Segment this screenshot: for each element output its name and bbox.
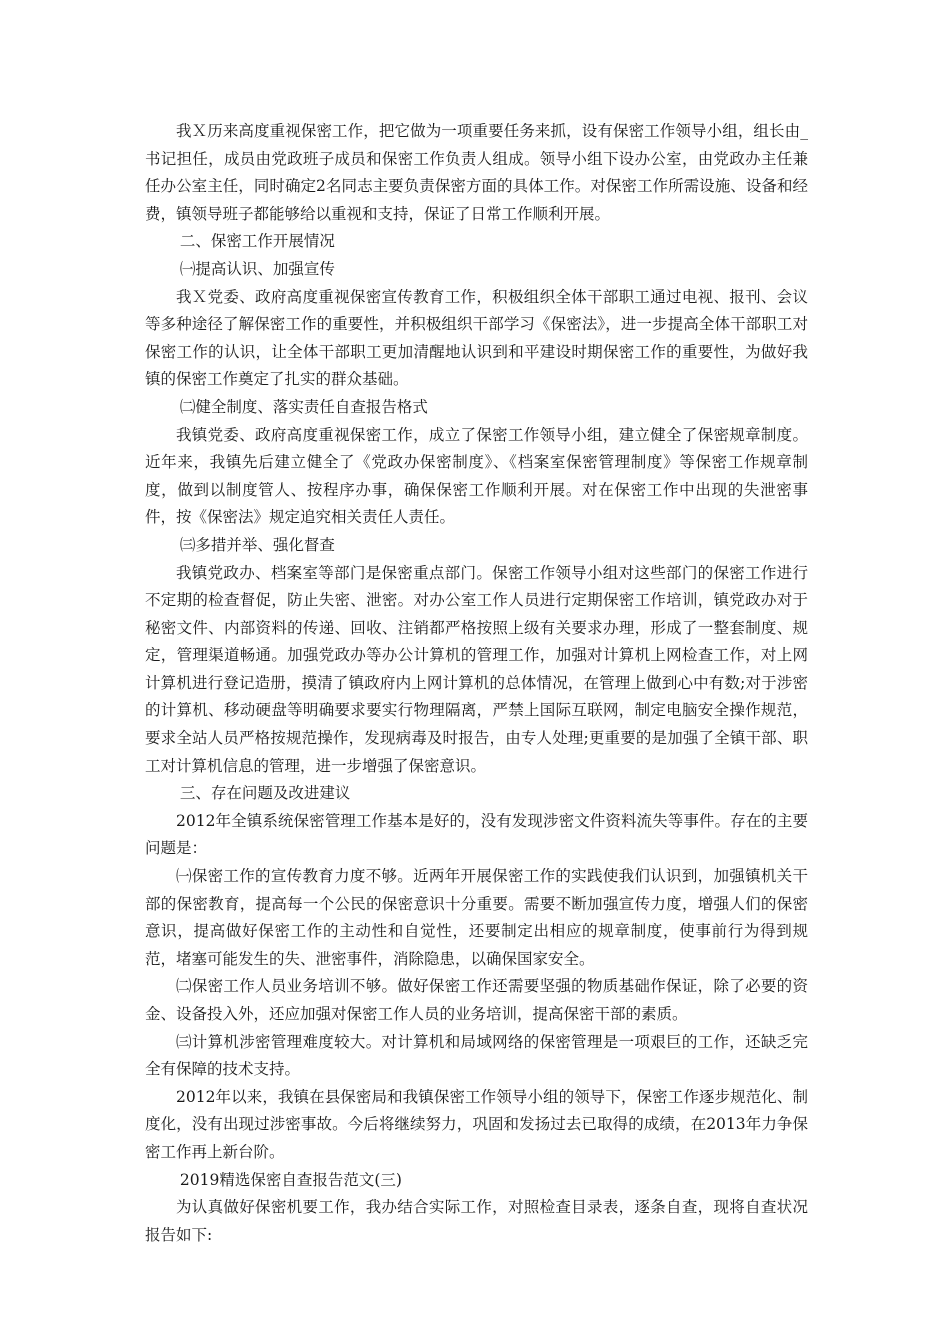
paragraph-report-intro: 为认真做好保密机要工作，我办结合实际工作，对照检查目录表，逐条自查，现将自查状况报告如下:	[145, 1198, 808, 1244]
paragraph-problems-intro: 2012年全镇系统保密管理工作基本是好的，没有发现涉密文件资料流失等事件。存在的主要问题是：	[145, 811, 808, 858]
document-body	[145, 118, 808, 1249]
section-heading-2: 二、保密工作开展情况	[179, 232, 335, 251]
subsection-heading-2: ㈡健全制度、落实责任自查报告格式	[179, 397, 428, 416]
subsection-heading-3: ㈢多措并举、强化督查	[179, 535, 335, 554]
paragraph-system: 我镇党委、政府高度重视保密工作，成立了保密工作领导小组，建立健全了保密规章制度。近年来，我镇先后建立健全了《党政办保密制度》、《档案室保密管理制度》等保密工作规章制度，做到以制度管人、按程序办事，确保保密工作顺利开展。对在保密工作中出现的失泄密事件，按《保密法》规定追究相关责任人责任。	[145, 425, 808, 527]
paragraph-problem-2: ㈡保密工作人员业务培训不够。做好保密工作还需要坚强的物质基础作保证，除了必要的资金、设备投入外，还应加强对保密工作人员的业务培训，提高保密干部的素质。	[145, 977, 808, 1023]
section-heading-3: 三、存在问题及改进建议	[179, 784, 351, 803]
paragraph-publicity: 我Ｘ党委、政府高度重视保密宣传教育工作，积极组织全体干部职工通过电视、报刊、会议等多种途径了解保密工作的重要性，并积极组织干部学习《保密法》，进一步提高全体干部职工对保密工作的认识，让全体干部职工更加清醒地认识到和平建设时期保密工作的重要性，为做好我镇的保密工作奠定了扎实的群众基础。	[145, 287, 808, 389]
paragraph-conclusion: 2012年以来，我镇在县保密局和我镇保密工作领导小组的领导下，保密工作逐步规范化、制度化，没有出现过涉密事故。今后将继续努力，巩固和发扬过去已取得的成绩，在2013年力争保密工作再上新台阶。	[145, 1087, 808, 1161]
paragraph-supervision: 我镇党政办、档案室等部门是保密重点部门。保密工作领导小组对这些部门的保密工作进行不定期的检查督促，防止失密、泄密。对办公室工作人员进行定期保密工作培训，镇党政办对于秘密文件、内部资料的传递、回收、注销都严格按照上级有关要求办理，形成了一整套制度、规定，管理渠道畅通。加强党政办等办公计算机的管理工作，加强对计算机上网检查工作，对上网计算机进行登记造册，摸清了镇政府内上网计算机的总体情况，在管理上做到心中有数;对于涉密的计算机、移动硬盘等明确要求要实行物理隔离，严禁上国际互联网，制定电脑安全操作规范，要求全站人员严格按规范操作，发现病毒及时报告，由专人处理;更重要的是加强了全镇干部、职工对计算机信息的管理，进一步增强了保密意识。	[145, 563, 808, 775]
paragraph-problem-1: ㈠保密工作的宣传教育力度不够。近两年开展保密工作的实践使我们认识到，加强镇机关干部的保密教育，提高每一个公民的保密意识十分重要。需要不断加强宣传力度，增强人们的保密意识，提高做好保密工作的主动性和自觉性，还要制定出相应的规章制度，使事前行为得到规范，堵塞可能发生的失、泄密事件，消除隐患，以确保国家安全。	[145, 867, 808, 968]
paragraph-problem-3: ㈢计算机涉密管理难度较大。对计算机和局域网络的保密管理是一项艰巨的工作，还缺乏完全有保障的技术支持。	[145, 1032, 808, 1079]
report-title-3: 2019精选保密自查报告范文(三)	[179, 1170, 402, 1189]
paragraph-leadership: 我Ｘ历来高度重视保密工作，把它做为一项重要任务来抓，设有保密工作领导小组，组长由_书记担任，成员由党政班子成员和保密工作负责人组成。领导小组下设办公室，由党政办主任兼任办公室主任，同时确定2名同志主要负责保密方面的具体工作。对保密工作所需设施、设备和经费，镇领导班子都能够给以重视和支持，保证了日常工作顺利开展。	[145, 122, 808, 223]
subsection-heading-1: ㈠提高认识、加强宣传	[179, 259, 335, 278]
